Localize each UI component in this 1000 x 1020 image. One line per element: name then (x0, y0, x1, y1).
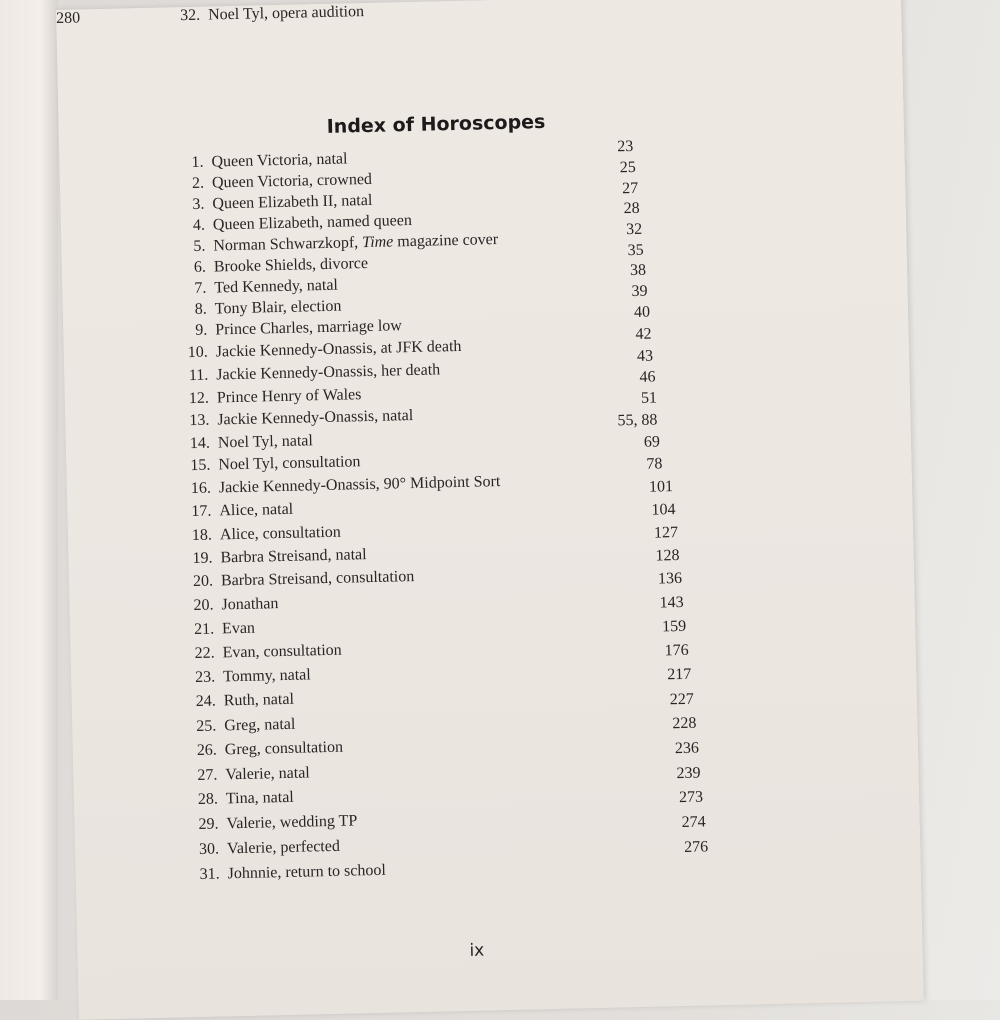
entry-title: Jackie Kennedy-Onassis, natal (217, 407, 414, 429)
entry-title: Tony Blair, election (214, 297, 342, 318)
entry-number: 7. (194, 279, 207, 297)
entry-page-number: 40 (633, 303, 651, 321)
entry-number: 12. (188, 389, 210, 408)
facing-page-edge (0, 0, 58, 1000)
index-entry (183, 739, 344, 765)
entry-page-number: 104 (651, 501, 676, 519)
entry-number: 2. (191, 174, 205, 192)
entry-page-number: 176 (664, 641, 689, 660)
entry-number: 10. (187, 343, 208, 362)
entry-page-number: 69 (643, 433, 661, 451)
index-entry (178, 524, 341, 550)
entry-title: Queen Victoria, natal (211, 150, 348, 171)
entry-title: Tina, natal (225, 788, 294, 808)
entry-number: 31. (199, 865, 220, 883)
index-entry (183, 764, 310, 789)
index-entry (180, 642, 342, 668)
entry-number: 13. (189, 411, 210, 430)
entry-page-number: 274 (681, 813, 706, 832)
entry-title: Valerie, perfected (226, 837, 341, 858)
entry-page-number: 32 (625, 220, 643, 239)
entry-number: 30. (198, 840, 220, 858)
index-entry (182, 691, 295, 716)
entry-title: Tommy, natal (222, 666, 311, 686)
entry-number: 24. (195, 692, 216, 711)
entry-page-number: 55, 88 (617, 411, 658, 430)
index-entry (176, 432, 313, 457)
index-entry (182, 716, 296, 741)
entry-number: 19. (192, 549, 213, 568)
entry-title: Prince Charles, marriage low (215, 317, 403, 339)
entry-page-number: 239 (676, 764, 701, 783)
entry-number: 1. (191, 153, 204, 171)
index-entry (166, 3, 364, 29)
entry-number: 18. (191, 526, 213, 545)
entry-page-number: 276 (683, 838, 709, 856)
entry-title: Noel Tyl, opera audition (207, 3, 365, 24)
entry-title: Greg, consultation (224, 738, 344, 759)
entry-page-number: 51 (640, 389, 658, 407)
entry-page-number: 25 (619, 158, 636, 177)
entry-page-number: 35 (627, 241, 644, 260)
entry-number: 26. (196, 741, 218, 759)
entry-page-number: 128 (655, 546, 680, 565)
entry-page-number: 136 (657, 569, 683, 588)
entry-number: 22. (194, 644, 215, 663)
index-entry (175, 407, 413, 434)
entry-page-number: 101 (648, 478, 674, 496)
entry-number: 25. (196, 717, 217, 735)
entry-title: Noel Tyl, natal (217, 432, 314, 452)
page-title: Index of Horoscopes (326, 110, 546, 138)
entry-number: 20. (192, 572, 214, 591)
entry-page-number: 236 (674, 739, 700, 758)
entry-number: 9. (195, 321, 208, 339)
index-entry (180, 620, 255, 644)
entry-title: Evan, consultation (222, 641, 342, 662)
entry-title: Jonathan (221, 595, 279, 614)
entry-title: Norman Schwarzkopf, Time magazine cover (213, 231, 499, 255)
entry-number: 32. (179, 6, 201, 25)
entry-title: Barbra Streisand, natal (220, 546, 367, 567)
entry-title: Prince Henry of Wales (216, 386, 362, 407)
entry-page-number: 38 (629, 261, 647, 280)
entry-page-number: 43 (636, 347, 654, 365)
entry-number: 28. (197, 790, 219, 808)
index-entry (185, 862, 386, 889)
entry-number: 8. (194, 300, 208, 318)
book-page (56, 0, 924, 1020)
entry-number: 29. (198, 815, 219, 833)
entry-title: Jackie Kennedy-Onassis, her death (216, 361, 441, 384)
entry-number: 14. (189, 434, 211, 453)
entry-title: Greg, natal (224, 715, 296, 735)
entry-title: Brooke Shields, divorce (213, 254, 369, 276)
entry-page-number: 280 (56, 9, 81, 27)
index-entry (181, 666, 311, 691)
entry-number: 11. (188, 366, 209, 385)
index-entry (179, 568, 415, 595)
entry-number: 6. (193, 258, 207, 276)
entry-page-number: 143 (659, 593, 684, 612)
entry-title: Johnnie, return to school (227, 861, 386, 883)
entry-title: Alice, consultation (219, 523, 341, 544)
index-entry (177, 501, 293, 526)
index-entry (184, 789, 294, 813)
entry-page-number: 42 (635, 325, 652, 343)
index-entry (176, 453, 361, 479)
entry-page-number: 228 (672, 714, 697, 733)
index-entry (185, 838, 340, 864)
entry-page-number: 127 (653, 524, 679, 542)
entry-title: Ruth, natal (223, 690, 295, 710)
entry-title: Queen Elizabeth, named queen (212, 211, 413, 234)
entry-title: Jackie Kennedy-Onassis, at JFK death (215, 337, 462, 361)
entry-number: 5. (193, 237, 206, 255)
entry-number: 17. (191, 502, 212, 521)
entry-number: 16. (190, 479, 212, 498)
entry-number: 3. (192, 195, 205, 213)
index-entry (174, 361, 440, 389)
index-entry (184, 812, 357, 838)
entry-page-number: 28 (623, 199, 640, 218)
entry-title: Barbra Streisand, consultation (220, 568, 415, 590)
entry-title-italic: Time (362, 233, 394, 252)
entry-title: Alice, natal (219, 500, 294, 520)
entry-page-number: 78 (646, 455, 663, 473)
entry-title: Evan (221, 619, 256, 638)
entry-number: 21. (193, 620, 215, 639)
entry-title: Queen Victoria, crowned (211, 170, 373, 192)
index-entry (179, 595, 278, 619)
entry-page-number: 227 (669, 690, 694, 709)
entry-page-number: 27 (622, 179, 639, 198)
entry-number: 23. (194, 668, 216, 687)
entry-page-number: 39 (631, 282, 648, 301)
entry-title: Noel Tyl, consultation (218, 453, 361, 474)
entry-number: 27. (197, 766, 218, 784)
entry-number: 20. (193, 596, 214, 615)
entry-page-number: 159 (661, 617, 687, 636)
entry-title: Ted Kennedy, natal (214, 276, 339, 297)
entry-title: Queen Elizabeth II, natal (212, 191, 373, 213)
entry-page-number: 217 (667, 665, 692, 684)
entry-number: 4. (192, 216, 206, 234)
entry-page-number: 273 (678, 788, 704, 807)
index-entry (178, 546, 367, 572)
page-number: ix (469, 940, 485, 961)
entry-number: 15. (190, 456, 211, 475)
entry-title: Valerie, wedding TP (226, 812, 358, 833)
entry-title: Valerie, natal (225, 764, 310, 784)
entry-title: Jackie Kennedy-Onassis, 90° Midpoint Sort (218, 473, 501, 497)
entry-page-number: 46 (639, 368, 656, 386)
entry-page-number: 23 (617, 137, 634, 156)
